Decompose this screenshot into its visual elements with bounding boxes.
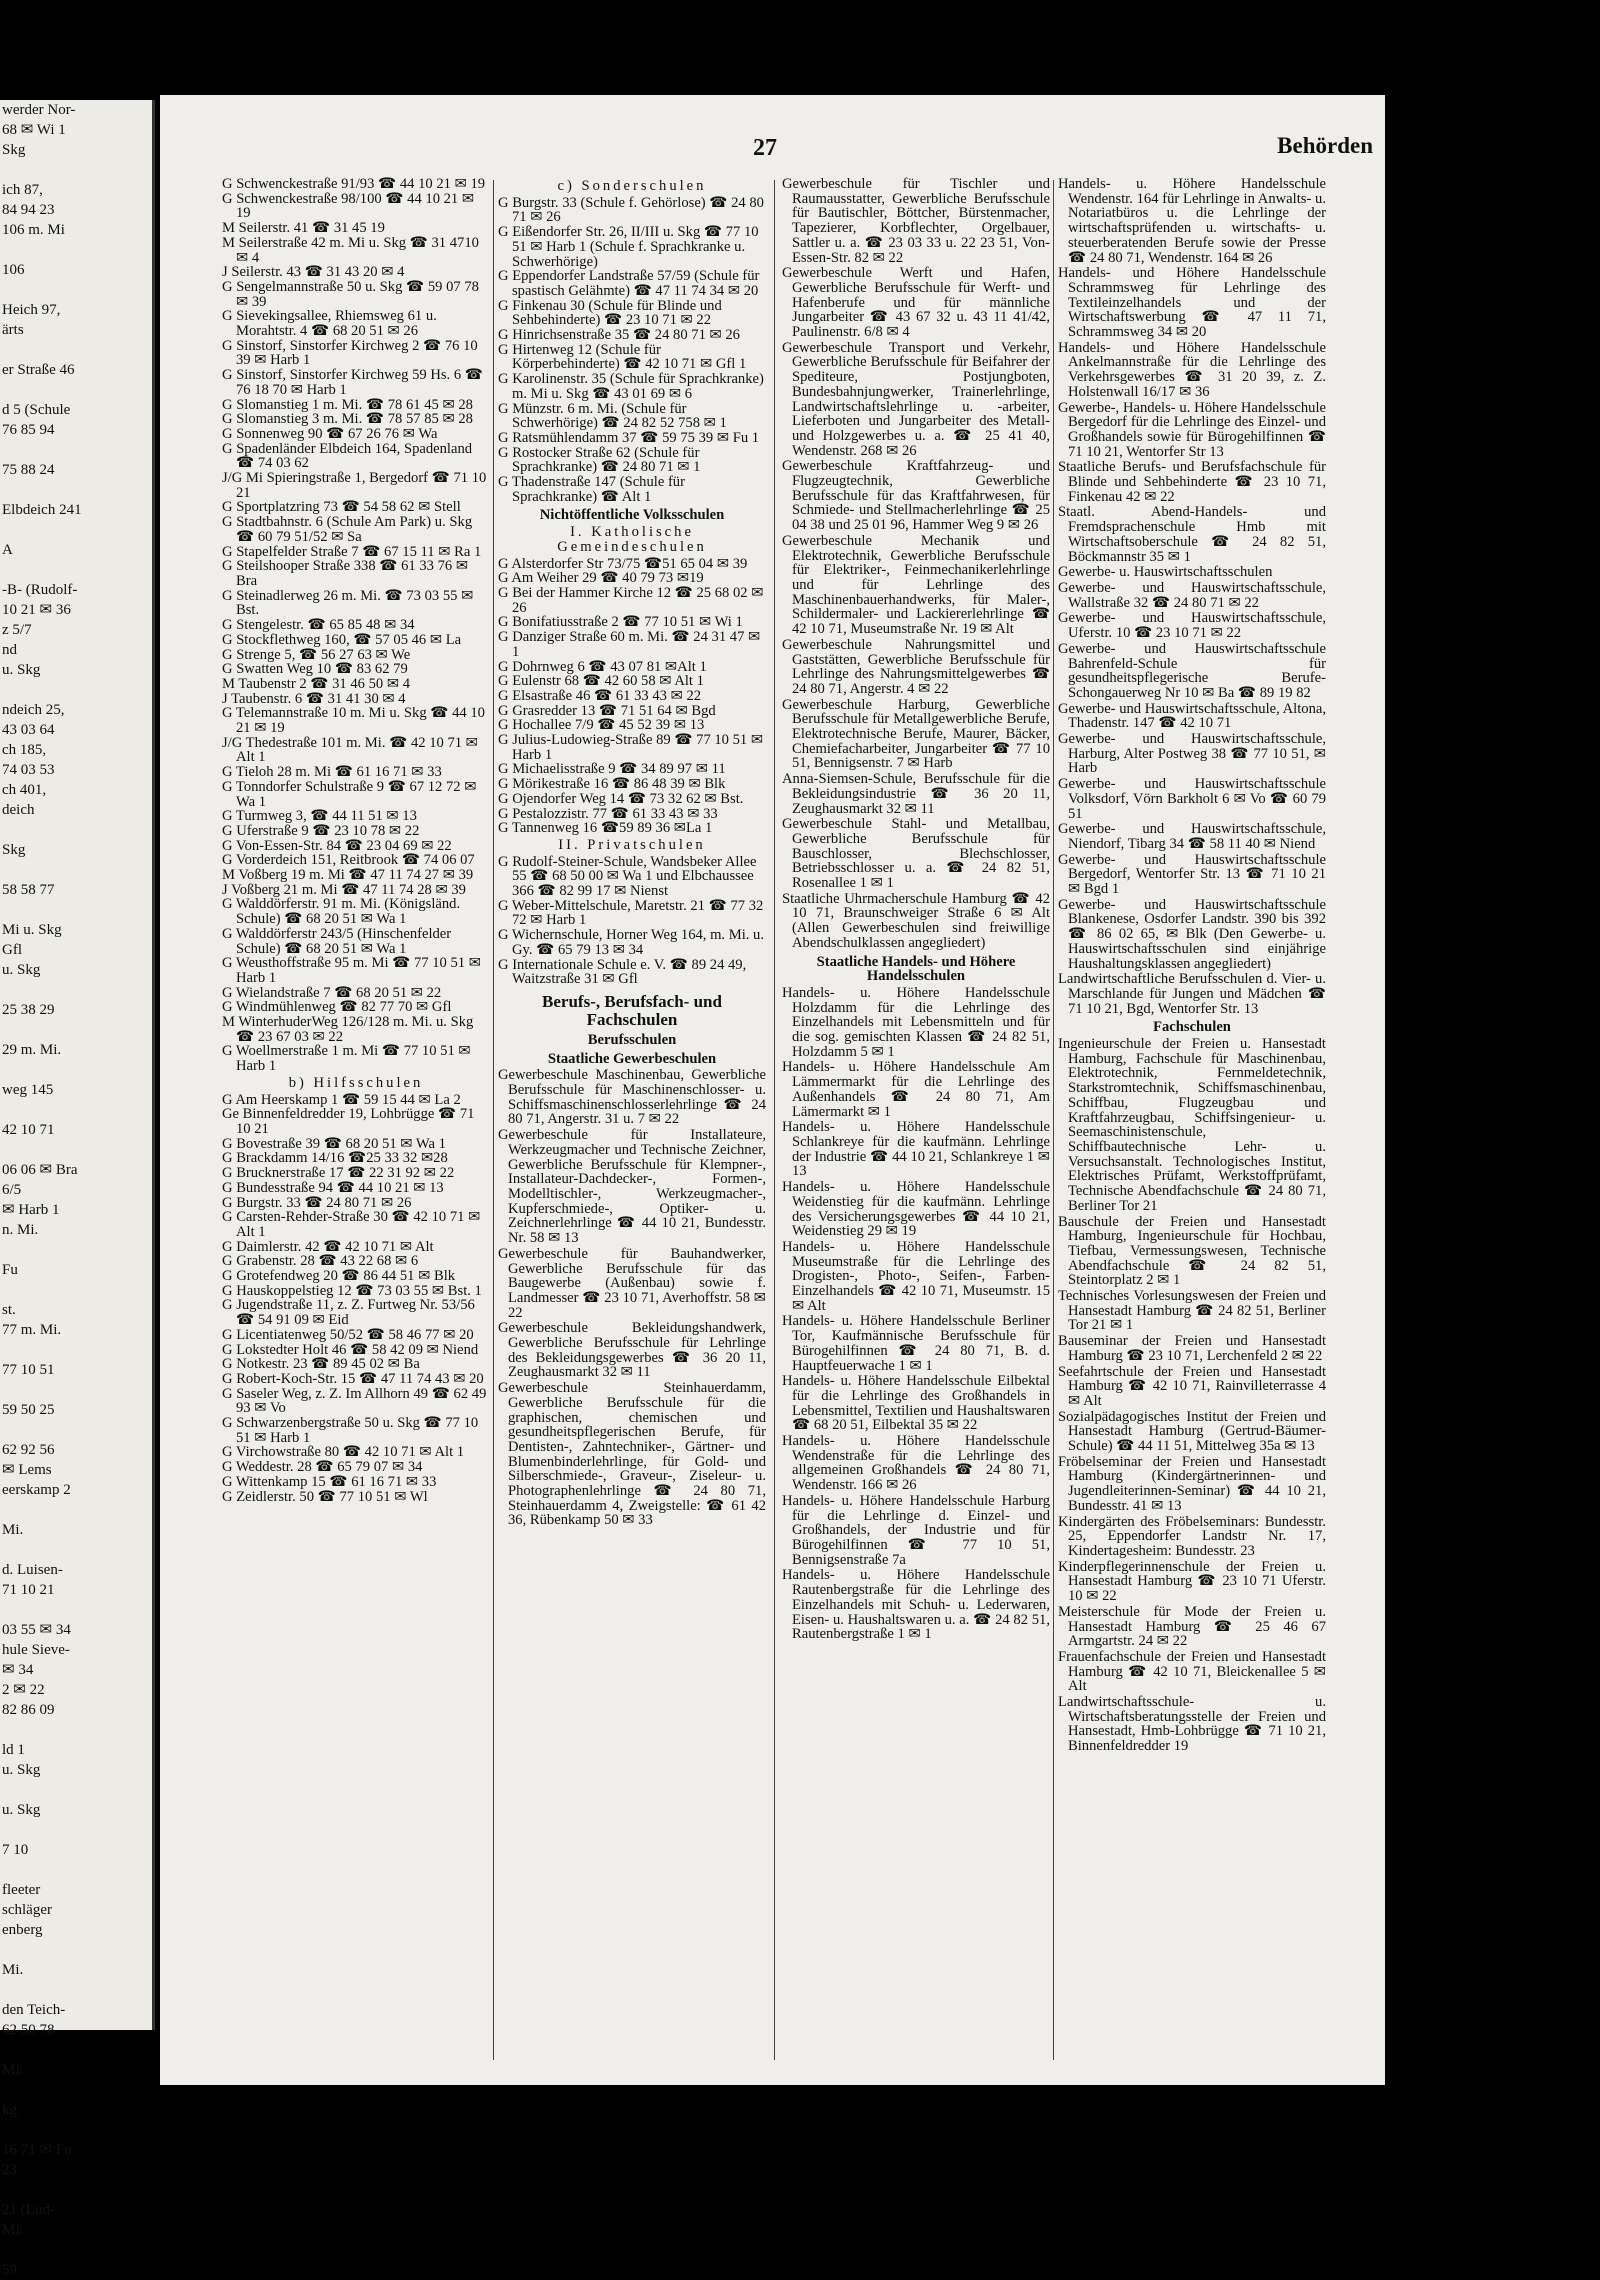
directory-entry: Handels- u. Höhere Handelsschule Eilbektal für die Lehrlinge des Großhandels in Lebensmittel, Textilien und Haushaltswaren ☎ 68 20 51, Eilbektal 35 ✉ 22: [782, 1373, 1050, 1434]
column-3: [782, 177, 1050, 1643]
left-page-line: [0, 1540, 152, 1560]
directory-entry: Handels- u. Höhere Handelsschule Harburg für die Lehrlinge d. Einzel- und Großhandels, der Industrie und für Bürogehilfinnen ☎ 77 10 51, Bennigsenstraße 7a: [782, 1492, 1050, 1568]
left-page-line: n. Mi.: [2, 1222, 39, 1238]
directory-entry: G Walddörferstr. 91 m. Mi. (Königsländ. Schule) ☎ 68 20 51 ✉ Wa 1: [222, 896, 461, 928]
directory-entry: G Jugendstraße 11, z. Z. Furtweg Nr. 53/56 ☎ 54 91 09 ✉ Eid: [222, 1297, 475, 1329]
directory-entry: Handels- u. Höhere Handelsschule Wendenstraße für die Lehrlinge des allgemeinen Großhandels ☎ 24 80 71, Wendenstr. 166 ✉ 26: [782, 1433, 1050, 1494]
left-page-line: Gfl: [2, 942, 22, 958]
directory-entry: G Von-Essen-Str. 84 ☎ 23 04 69 ✉ 22: [222, 837, 452, 854]
left-page-line: fleeter: [2, 1882, 41, 1898]
left-page-line: ndeich 25,: [2, 702, 65, 718]
directory-entry: G Brucknerstraße 17 ☎ 22 31 92 ✉ 22: [222, 1165, 455, 1182]
directory-entry: Bauseminar der Freien und Hansestadt Hamburg ☎ 23 10 71, Lerchenfeld 2 ✉ 22: [1058, 1333, 1326, 1364]
left-page-line: 7 10: [2, 1842, 29, 1858]
directory-entry: Gewerbeschule Maschinenbau, Gewerbliche Berufsschule für Maschinenschlosser- u. Schiffsmaschinenschlosserlehrlinge ☎ 24 80 71, Angerstr. 31 u. 7 ✉ 22: [498, 1067, 766, 1128]
left-page-line: [0, 480, 152, 500]
directory-entry: Gewerbeschule für Installateure, Werkzeugmacher und Technische Zeichner, Gewerbliche Berufsschule für Klempner-, Installateur-Dachdecker-, Formen-, Modelltischler-, Werkzeugmacher-, Kupferschmiede-, Optiker- u. Zeichnerlehrlinge ☎ 44 10 21, Bundesstr. Nr. 58 ✉ 13: [498, 1127, 766, 1247]
directory-entry: G Virchowstraße 80 ☎ 42 10 71 ✉ Alt 1: [222, 1444, 465, 1461]
left-page-line: ✉ Harb 1: [2, 1202, 60, 1218]
left-page-line: u. Skg: [2, 962, 41, 978]
directory-entry: Kinderpflegerinnenschule der Freien u. Hansestadt Hamburg ☎ 23 10 71 Uferstr. 10 ✉ 22: [1058, 1558, 1326, 1605]
directory-entry: G Bei der Hammer Kirche 12 ☎ 25 68 02 ✉ 26: [498, 584, 764, 616]
directory-entry: G Danziger Straße 60 m. Mi. ☎ 24 31 47 ✉ 1: [498, 629, 761, 660]
directory-entry: G Stadtbahnstr. 6 (Schule Am Park) u. Skg ☎ 60 79 51/52 ✉ Sa: [222, 514, 473, 545]
left-page-line: 62 92 56: [2, 1442, 55, 1458]
directory-entry: Gewerbeschule Kraftfahrzeug- und Flugzeugtechnik, Gewerbliche Berufsschule für das Kraftfahrwesen, für Schmiede- und Stellmacherlehrlinge ☎ 25 04 38 und 25 01 96, Hammer Weg 9 ✉ 26: [782, 458, 1050, 534]
left-page-line: 42 10 71: [2, 1122, 55, 1138]
left-page-line: [0, 1600, 152, 1620]
left-page-line: z 5/7: [2, 622, 32, 638]
left-page-line: [0, 520, 152, 540]
directory-entry: G Spadenländer Elbdeich 164, Spadenland ☎ 74 03 62: [222, 440, 473, 472]
directory-entry: G Steilshooper Straße 338 ☎ 61 33 76 ✉ Bra: [222, 558, 469, 589]
left-page-line: eerskamp 2: [2, 1482, 71, 1498]
left-page-line: hule Sieve-: [2, 1642, 70, 1658]
left-page-line: A: [2, 542, 13, 558]
directory-entry: Gewerbe- und Hauswirtschaftsschule, Uferstr. 10 ☎ 23 10 71 ✉ 22: [1058, 610, 1326, 642]
left-page-line: Fu: [2, 1262, 18, 1278]
directory-entry: Technisches Vorlesungswesen der Freien und Hansestadt Hamburg ☎ 24 82 51, Berliner Tor 21 ✉ 1: [1058, 1288, 1326, 1334]
left-page-line: Skg: [2, 842, 26, 858]
directory-entry: G Grasredder 13 ☎ 71 51 64 ✉ Bgd: [498, 702, 716, 719]
directory-entry: G Pestalozzistr. 77 ☎ 61 33 43 ✉ 33: [498, 805, 718, 822]
left-page-line: ch 401,: [2, 782, 47, 798]
left-page-line: [0, 2240, 152, 2260]
left-page-line: [0, 560, 152, 580]
left-page-line: ch 185,: [2, 742, 47, 758]
directory-entry: Gewerbe-, Handels- u. Höhere Handelsschule Bergedorf für die Lehrlinge des Einzel- und Großhandels sowie für Bürogehilfinnen ☎ 71 10 21, Wentorfer Str 13: [1058, 399, 1326, 460]
directory-entry: G Thadenstraße 147 (Schule für Sprachkranke) ☎ Alt 1: [498, 474, 685, 505]
left-page-line: [0, 160, 152, 180]
directory-entry: Gewerbe- und Hauswirtschaftsschule Bergedorf, Wentorfer Str. 13 ☎ 71 10 21 ✉ Bgd 1: [1058, 851, 1326, 898]
left-page-line: werder Nor-: [2, 102, 76, 118]
left-page-fragment: [0, 100, 155, 2278]
page-title: Behörden: [1277, 133, 1373, 158]
directory-entry: G Hochallee 7/9 ☎ 45 52 39 ✉ 13: [498, 717, 705, 734]
directory-entry: G Wichernschule, Horner Weg 164, m. Mi. u. Gy. ☎ 65 79 13 ✉ 34: [498, 927, 765, 958]
left-page-line: [0, 980, 152, 1000]
directory-entry: Ge Binnenfeldredder 19, Lohbrügge ☎ 71 10 21: [222, 1106, 475, 1137]
directory-entry: Handels- u. Höhere Handelsschule Berliner Tor, Kaufmännische Berufsschule für Bürogehilfinnen ☎ 24 80 71, B. d. Hauptfeuerwache 1 ✉ 1: [782, 1313, 1050, 1374]
directory-entry: G Sonnenweg 90 ☎ 67 26 76 ✉ Wa: [222, 425, 438, 442]
directory-entry: Staatliche Uhrmacherschule Hamburg ☎ 42 10 71, Braunschweiger Straße 6 ✉ Alt (Allen Gewerbeschulen sind freiwillige Abendschulklassen angegliedert): [782, 890, 1050, 951]
directory-entry: Handels- u. Höhere Handelsschule Wendenstr. 164 für Lehrlinge in Anwalts- u. Notariatbüros u. die Lehrlinge der wirtschaftsprüfenden u. wirtschafts- u. steuerberatenden Berufe sowie der Presse ☎ 24 80 71, Wendenstr. 164 ✉ 26: [1058, 176, 1326, 266]
directory-entry: G Elsastraße 46 ☎ 61 33 43 ✉ 22: [498, 687, 702, 704]
major-heading: Berufs-, Berufsfach- und Fachschulen: [542, 991, 722, 1029]
directory-entry: G Daimlerstr. 42 ☎ 42 10 71 ✉ Alt: [222, 1238, 434, 1255]
directory-entry: G Grotefendweg 20 ☎ 86 44 51 ✉ Blk: [222, 1268, 456, 1285]
left-page-line: ld 1: [2, 1742, 25, 1758]
directory-entry: M Taubenstr 2 ☎ 31 46 50 ✉ 4: [222, 675, 411, 692]
left-page-line: [0, 1420, 152, 1440]
section-heading: II. Privatschulen: [558, 836, 706, 853]
subsection-heading: Fachschulen: [1153, 1019, 1231, 1036]
directory-entry: M Voßberg 19 m. Mi ☎ 47 11 74 27 ✉ 39: [222, 867, 474, 884]
left-page-line: 03 55 ✉ 34: [2, 1622, 71, 1638]
directory-entry: Ingenieurschule der Freien u. Hansestadt Hamburg, Fachschule für Maschinenbau, Elektrotechnik, Fernmeldetechnik, Starkstromtechnik, Schiffsmaschinenbau, Schiffbau, Flugzeugbau und Kraftfahrzeugbau, Schiffsingenieur- u. Seemaschinistenschule, Schiffbautechnische Lehr- u. Versuchsanstalt. Technologisches Institut, Elektrisches Prüfamt, Werkstoffprüfamt, Technische Abendfachschule ☎ 24 80 71, Berliner Tor 21: [1058, 1036, 1326, 1214]
directory-entry: G Finkenau 30 (Schule für Blinde und Sehbehinderte) ☎ 23 10 71 ✉ 22: [498, 297, 722, 329]
directory-entry: Handels- u. Höhere Handelsschule Am Lämmermarkt für die Lehrlinge des Außenhandels ☎ 24 80 71, Am Lämermarkt ✉ 1: [782, 1059, 1050, 1120]
left-page-line: [0, 1340, 152, 1360]
directory-entry: Staatliche Berufs- und Berufsfachschule für Blinde und Sehbehinderte ☎ 23 10 71, Finkenau 42 ✉ 22: [1058, 459, 1326, 505]
left-page-line: 77 10 51: [2, 1362, 55, 1378]
left-page-line: [0, 1020, 152, 1040]
left-page-line: 71 10 21: [2, 1582, 55, 1598]
directory-entry: G Eppendorfer Landstraße 57/59 (Schule für spastisch Gelähmte) ☎ 47 11 74 34 ✉ 20: [498, 268, 760, 299]
left-page-line: u. Skg: [2, 1802, 41, 1818]
directory-entry: G Dohrnweg 6 ☎ 43 07 81 ✉Alt 1: [498, 658, 707, 675]
left-page-line: [0, 1720, 152, 1740]
directory-entry: G Eißendorfer Str. 26, II/III u. Skg ☎ 77 10 51 ✉ Harb 1 (Schule f. Sprachkranke u. Schwerhörige): [498, 224, 759, 270]
left-page-line: Mi.: [2, 1962, 24, 1978]
directory-entry: G Wittenkamp 15 ☎ 61 16 71 ✉ 33: [222, 1473, 437, 1490]
directory-entry: G Walddörferstr 243/5 (Hinschenfelder Schule) ☎ 68 20 51 ✉ Wa 1: [222, 925, 452, 957]
directory-entry: Gewerbe- und Hauswirtschaftsschule, Harburg, Alter Postweg 38 ☎ 77 10 51, ✉ Harb: [1058, 731, 1326, 777]
left-page-line: [0, 1940, 152, 1960]
column-divider: [774, 180, 775, 2060]
directory-entry: G Burgstr. 33 ☎ 24 80 71 ✉ 26: [222, 1194, 412, 1211]
directory-entry: G Karolinenstr. 35 (Schule für Sprachkranke) m. Mi u. Skg ☎ 43 01 69 ✉ 6: [498, 371, 764, 402]
directory-entry: Gewerbeschule für Tischler und Raumausstatter, Gewerbliche Berufsschule für Bautischler, Böttcher, Bürstenmacher, Tapezierer, Korbflechter, Orgelbauer, Sattler u. a. ☎ 23 03 33 u. 22 23 51, Von-Essen-Str. 82 ✉ 22: [782, 176, 1050, 266]
directory-entry: G Lokstedter Holt 46 ☎ 58 42 09 ✉ Niend: [222, 1341, 479, 1358]
directory-entry: Gewerbeschule Bekleidungshandwerk, Gewerbliche Berufsschule für Lehrlinge des Bekleidungsgewerbes ☎ 36 20 11, Zeughausmarkt 32 ✉ 11: [498, 1320, 766, 1381]
left-page-line: 2 ✉ 22: [2, 1682, 45, 1698]
left-page-line: ich 87,: [2, 182, 43, 198]
directory-entry: G Vorderdeich 151, Reitbrook ☎ 74 06 07: [222, 852, 475, 869]
left-page-line: [0, 860, 152, 880]
left-page-line: [0, 380, 152, 400]
left-page-line: [0, 2080, 152, 2100]
directory-entry: J/G Thedestraße 101 m. Mi. ☎ 42 10 71 ✉ Alt 1: [222, 734, 478, 766]
directory-entry: Handels- u. Höhere Handelsschule Holzdamm für die Lehrlinge des Einzelhandels mit Lebensmitteln und für die sog. gemischten Klassen ☎ 24 82 51, Holzdamm 5 ✉ 1: [782, 984, 1050, 1060]
directory-entry: G Eulenstr 68 ☎ 42 60 58 ✉ Alt 1: [498, 673, 704, 690]
directory-entry: G Sengelmannstraße 50 u. Skg ☎ 59 07 78 ✉ 39: [222, 278, 479, 310]
left-page-line: Mi u. Skg: [2, 922, 62, 938]
directory-entry: G Wielandstraße 7 ☎ 68 20 51 ✉ 22: [222, 984, 442, 1001]
left-page-line: [0, 280, 152, 300]
directory-entry: Seefahrtschule der Freien und Hansestadt Hamburg ☎ 42 10 71, Rainvilleterrasse 4 ✉ Alt: [1058, 1363, 1326, 1409]
directory-entry: G Turmweg 3, ☎ 44 11 51 ✉ 13: [222, 808, 417, 825]
directory-entry: J Seilerstr. 43 ☎ 31 43 20 ✉ 4: [222, 264, 405, 281]
left-page-line: 23: [2, 2162, 17, 2178]
directory-entry: G Stockflethweg 160, ☎ 57 05 46 ✉ La: [222, 631, 462, 648]
column-2: [498, 177, 766, 1529]
directory-entry: G Alsterdorfer Str 73/75 ☎51 65 04 ✉ 39: [498, 555, 748, 572]
directory-entry: Fröbelseminar der Freien und Hansestadt Hamburg (Kindergärtnerinnen- und Jugendleiterinnen-Seminar) ☎ 44 10 21, Bundesstr. 41 ✉ 13: [1058, 1453, 1326, 1514]
directory-entry: G Mörikestraße 16 ☎ 86 48 39 ✉ Blk: [498, 776, 726, 793]
left-page-line: [0, 680, 152, 700]
left-page-line: [0, 1280, 152, 1300]
left-page-line: 25 38 29: [2, 1002, 55, 1018]
directory-entry: G Robert-Koch-Str. 15 ☎ 47 11 74 43 ✉ 20: [222, 1370, 484, 1387]
directory-entry: G Grabenstr. 28 ☎ 43 22 68 ✉ 6: [222, 1253, 419, 1270]
directory-entry: Gewerbe- u. Hauswirtschaftsschulen: [1058, 564, 1273, 581]
directory-page: [160, 95, 1385, 2085]
directory-entry: G Bundesstraße 94 ☎ 44 10 21 ✉ 13: [222, 1179, 444, 1196]
directory-entry: Handels- u. Höhere Handelsschule Schlankreye für die kaufmänn. Lehrlinge der Industrie ☎ 44 10 21, Schlankreye 1 ✉ 13: [782, 1119, 1050, 1180]
left-page-line: 16 71 ✉ Fu: [2, 2142, 72, 2158]
directory-entry: M Seilerstr. 41 ☎ 31 45 19: [222, 220, 385, 237]
directory-entry: M Seilerstraße 42 m. Mi u. Skg ☎ 31 4710 ✉ 4: [222, 234, 479, 266]
left-page-line: 82 86 09: [2, 1702, 55, 1718]
left-page-line: 29 m. Mi.: [2, 1042, 62, 1058]
left-page-line: [0, 440, 152, 460]
left-page-line: 58 58 77: [2, 882, 55, 898]
directory-entry: Handels- und Höhere Handelsschule Ankelmannstraße für die Lehrlinge des Verkehrsgewerbes ☎ 31 20 39, z. Z. Holstenwall 16/17 ✉ 36: [1058, 339, 1326, 400]
directory-entry: Handels- u. Höhere Handelsschule Weidenstieg für die kaufmänn. Lehrlinge des Versicherungsgewerbes ☎ 44 10 21, Weidenstieg 29 ✉ 19: [782, 1179, 1050, 1240]
left-page-line: Mi.: [2, 2222, 24, 2238]
directory-entry: G Stengelestr. ☎ 65 85 48 ✉ 34: [222, 617, 415, 634]
directory-entry: G Telemannstraße 10 m. Mi u. Skg ☎ 44 10 21 ✉ 19: [222, 705, 485, 737]
left-page-line: schläger: [2, 1902, 52, 1918]
left-page-line: Skg: [2, 142, 26, 158]
left-page-line: 62 50 78: [2, 2022, 55, 2038]
directory-entry: G Ratsmühlendamm 37 ☎ 59 75 39 ✉ Fu 1: [498, 429, 760, 446]
directory-entry: G Slomanstieg 1 m. Mi. ☎ 78 61 45 ✉ 28: [222, 396, 473, 413]
left-page-line: 43 03 64: [2, 722, 55, 738]
directory-entry: Gewerbeschule Steinhauerdamm, Gewerbliche Berufsschule für die graphischen, chemischen und gesundheitspflegerischen Berufe, für Dentisten-, Zahntechniker-, Gärtner- und Blumenbinderlehrlinge, für Gold- und Silberschmiede-, Graveur-, Ziseleur- u. Photographenlehrlinge ☎ 24 80 71, Steinhauerdamm 4, Zweigstelle: ☎ 61 42 36, Rübenkamp 50 ✉ 33: [498, 1380, 766, 1529]
left-page-line: enberg: [2, 1922, 43, 1938]
directory-entry: G Zeidlerstr. 50 ☎ 77 10 51 ✉ Wl: [222, 1488, 428, 1505]
left-page-line: [0, 340, 152, 360]
left-page-line: [0, 1100, 152, 1120]
left-page-line: ✉ Lems: [2, 1462, 52, 1478]
directory-entry: Sozialpädagogisches Institut der Freien und Hansestadt Hamburg (Gertrud-Bäumer-Schule) ☎ 44 11 51, Mittelweg 35a ✉ 13: [1058, 1408, 1326, 1455]
directory-entry: G Carsten-Rehder-Straße 30 ☎ 42 10 71 ✉ Alt 1: [222, 1209, 481, 1240]
directory-entry: Anna-Siemsen-Schule, Berufsschule für die Bekleidungsindustrie ☎ 36 20 11, Zeughausmarkt 32 ✉ 11: [782, 771, 1050, 817]
directory-entry: Landwirtschaftsschule- u. Wirtschaftsberatungsstelle der Freien und Hansestadt, Hmb-Lohbrügge ☎ 71 10 21, Binnenfeldredder 19: [1058, 1694, 1326, 1755]
directory-entry: Gewerbeschule für Bauhandwerker, Gewerbliche Berufsschule für das Baugewerbe (Außenbau) sowie f. Landmesser ☎ 23 10 71, Averhoffstr. 58 ✉ 22: [498, 1245, 766, 1321]
column-4: [1058, 177, 1326, 1755]
subsection-heading: Staatliche Gewerbeschulen: [547, 1050, 717, 1067]
left-page-line: 6/5: [2, 1182, 22, 1198]
left-page-line: d. Luisen-: [2, 1562, 63, 1578]
directory-entry: G Brackdamm 14/16 ☎25 33 32 ✉28: [222, 1150, 448, 1167]
left-page-line: 76 85 94: [2, 422, 55, 438]
directory-entry: G Burgstr. 33 (Schule f. Gehörlose) ☎ 24 80 71 ✉ 26: [498, 194, 764, 226]
directory-entry: G Uferstraße 9 ☎ 23 10 78 ✉ 22: [222, 822, 420, 839]
left-page-line: [0, 1240, 152, 1260]
left-page-line: d 5 (Schule: [2, 402, 71, 418]
directory-entry: G Schwenckestraße 98/100 ☎ 44 10 21 ✉ 19: [222, 190, 475, 222]
directory-entry: G Tieloh 28 m. Mi ☎ 61 16 71 ✉ 33: [222, 764, 442, 781]
subsection-heading: Nichtöffentliche Volksschulen: [539, 507, 725, 524]
left-page-line: deich: [2, 802, 35, 818]
section-heading: b) Hilfsschulen: [288, 1074, 424, 1091]
directory-entry: G Hinrichsenstraße 35 ☎ 24 80 71 ✉ 26: [498, 327, 740, 344]
left-page-line: 21 (Lud-: [2, 2202, 55, 2218]
directory-entry: G Hauskoppelstieg 12 ☎ 73 03 55 ✉ Bst. 1: [222, 1282, 482, 1299]
left-page-line: u. Skg: [2, 1762, 41, 1778]
directory-entry: G Sportplatzring 73 ☎ 54 58 62 ✉ Stell: [222, 499, 461, 516]
left-page-line: 59: [2, 2262, 17, 2278]
left-page-line: [0, 1980, 152, 2000]
directory-entry: G Licentiatenweg 50/52 ☎ 58 46 77 ✉ 20: [222, 1326, 474, 1343]
left-page-line: [0, 2180, 152, 2200]
directory-entry: G Hirtenweg 12 (Schule für Körperbehinderte) ☎ 42 10 71 ✉ Gfl 1: [498, 341, 747, 373]
left-page-line: st.: [2, 1302, 16, 1318]
left-page-line: [0, 1860, 152, 1880]
left-page-line: [0, 1060, 152, 1080]
column-divider: [1053, 180, 1054, 2060]
left-page-line: [0, 900, 152, 920]
directory-entry: G Am Heerskamp 1 ☎ 59 15 44 ✉ La 2: [222, 1091, 461, 1108]
subsection-heading: Staatliche Handels- und Höhere Handelsschulen: [816, 953, 1016, 985]
section-heading: c) Sonderschulen: [557, 178, 707, 194]
directory-entry: Gewerbeschule Transport und Verkehr, Gewerbliche Berufsschule für Beifahrer der Spediteure, Postjungboten, Bundesbahnjungwerker, Trainerlehrlinge, Landwirtschaftslehrlinge u. -arbeiter, Lieferboten und Jungarbeiter des Metall- und Holzgewerbes u. a. ☎ 25 41 40, Wendenstr. 268 ✉ 26: [782, 339, 1050, 459]
directory-entry: Gewerbe- und Hauswirtschaftsschule Volksdorf, Vörn Barkholt 6 ✉ Vo ☎ 60 79 51: [1058, 776, 1326, 822]
left-page-line: Mi.: [2, 1522, 24, 1538]
directory-entry: G Windmühlenweg ☎ 82 77 70 ✉ Gfl: [222, 999, 452, 1016]
left-page-line: ärts: [2, 322, 24, 338]
left-page-line: [0, 1780, 152, 1800]
directory-entry: Gewerbeschule Nahrungsmittel und Gaststätten, Gewerbliche Berufsschule für Lehrlinge des Nahrungsmittelgewerbes ☎ 24 80 71, Angerstr. 4 ✉ 22: [782, 636, 1050, 697]
left-page-line: ✉ 34: [2, 1662, 34, 1678]
left-page-line: 106 m. Mi: [2, 222, 65, 238]
directory-entry: Gewerbe- und Hauswirtschaftsschule, Altona, Thadenstr. 147 ☎ 42 10 71: [1058, 700, 1326, 732]
directory-entry: M WinterhuderWeg 126/128 m. Mi. u. Skg ☎ 23 67 03 ✉ 22: [222, 1014, 474, 1045]
column-divider: [493, 180, 494, 2060]
left-page-line: u. Skg: [2, 662, 41, 678]
directory-entry: Kindergärten des Fröbelseminars: Bundesstr. 25, Eppendorfer Landstr Nr. 17, Kindertagesheim: Bundesstr. 23: [1058, 1513, 1326, 1559]
directory-entry: G Saseler Weg, z. Z. Im Allhorn 49 ☎ 62 49 93 ✉ Vo: [222, 1385, 487, 1417]
directory-entry: G Schwenckestraße 91/93 ☎ 44 10 21 ✉ 19: [222, 176, 486, 192]
left-page-line: 10 21 ✉ 36: [2, 602, 71, 618]
left-page-line: [0, 1820, 152, 1840]
directory-entry: G Münzstr. 6 m. Mi. (Schule für Schwerhörige) ☎ 24 82 52 758 ✉ 1: [498, 400, 727, 432]
left-page-line: 106: [2, 262, 25, 278]
directory-entry: G Am Weiher 29 ☎ 40 79 73 ✉19: [498, 570, 704, 587]
directory-entry: Gewerbeschule Harburg, Gewerbliche Berufsschule für Metallgewerbliche Berufe, Elektrotechnische Berufe, Maurer, Bäcker, Chemiefacharbeiter, Jungarbeiter ☎ 77 10 51, Bennigsenstr. 7 ✉ Harb: [782, 696, 1050, 772]
directory-entry: Staatl. Abend-Handels- und Fremdsprachenschule Hmb mit Wirtschaftsoberschule ☎ 24 82 51, Böckmannstr 35 ✉ 1: [1058, 504, 1326, 565]
directory-entry: G Sinstorf, Sinstorfer Kirchweg 2 ☎ 76 10 39 ✉ Harb 1: [222, 337, 478, 369]
directory-entry: Gewerbe- und Hauswirtschaftsschule Bahrenfeld-Schule für gesundheitspflegerische Berufe- Schongauerweg Nr 10 ✉ Ba ☎ 89 19 82: [1058, 640, 1326, 701]
directory-entry: G Tannenweg 16 ☎59 89 36 ✉La 1: [498, 820, 713, 837]
left-page-line: den Teich-: [2, 2002, 66, 2018]
subsection-heading: Berufsschulen: [587, 1031, 677, 1048]
directory-entry: Gewerbeschule Mechanik und Elektrotechnik, Gewerbliche Berufsschule für Elektriker-, Feinmechanikerlehrlinge und für Lehrlinge des Maschinenbauerhandwerks, für Maler-, Schildermaler- und Lackiererlehrlinge ☎ 42 10 71, Museumstraße Nr. 19 ✉ Alt: [782, 532, 1050, 638]
directory-entry: G Internationale Schule e. V. ☎ 89 24 49, Waitzstraße 31 ✉ Gfl: [498, 956, 747, 988]
directory-entry: G Ojendorfer Weg 14 ☎ 73 32 62 ✉ Bst.: [498, 790, 744, 807]
left-page-line: [0, 2040, 152, 2060]
directory-entry: G Weusthoffstraße 95 m. Mi ☎ 77 10 51 ✉ Harb 1: [222, 955, 481, 986]
directory-entry: Handels- und Höhere Handelsschule Schrammsweg für Lehrlinge des Textileinzelhandels und der Wirtschaftswerbung ☎ 47 11 71, Schrammsweg 34 ✉ 20: [1058, 265, 1326, 341]
directory-entry: G Tonndorfer Schulstraße 9 ☎ 67 12 72 ✉ Wa 1: [222, 778, 477, 810]
page-number: 27: [753, 135, 777, 161]
directory-entry: G Sinstorf, Sinstorfer Kirchweg 59 Hs. 6 ☎ 76 18 70 ✉ Harb 1: [222, 367, 483, 398]
left-page-line: [0, 240, 152, 260]
directory-entry: G Bovestraße 39 ☎ 68 20 51 ✉ Wa 1: [222, 1135, 446, 1152]
left-page-line: 06 06 ✉ Bra: [2, 1162, 78, 1178]
directory-entry: Handels- u. Höhere Handelsschule Rautenbergstraße für die Lehrlinge des Einzelhandels mit Schuh- u. Lederwaren, Eisen- u. Haushaltswaren u. a. ☎ 24 82 51, Rautenbergstraße 1 ✉ 1: [782, 1567, 1050, 1643]
directory-entry: Bauschule der Freien und Hansestadt Hamburg, Ingenieurschule für Hochbau, Tiefbau, Vermessungswesen, Technische Abendfachschule ☎ 24 82 51, Steintorplatz 2 ✉ 1: [1058, 1213, 1326, 1289]
left-page-line: 68 ✉ Wi 1: [2, 122, 66, 138]
directory-entry: G Notkestr. 23 ☎ 89 45 02 ✉ Ba: [222, 1356, 420, 1373]
directory-entry: J/G Mi Spieringstraße 1, Bergedorf ☎ 71 10 21: [222, 470, 487, 501]
left-page-line: [0, 820, 152, 840]
section-heading: I. Katholische Gemeindeschulen: [557, 524, 707, 555]
directory-entry: G Strenge 5, ☎ 56 27 63 ✉ We: [222, 646, 411, 663]
directory-entry: Gewerbeschule Werft und Hafen, Gewerbliche Berufsschule für Werft- und Hafenberufe und für männliche Jungarbeiter ☎ 43 67 32 u. 43 11 41/42, Paulinenstr. 6/8 ✉ 4: [782, 265, 1050, 341]
directory-entry: G Sievekingsallee, Rhiemsweg 61 u. Morahtstr. 4 ☎ 68 20 51 ✉ 26: [222, 308, 437, 340]
directory-entry: G Steinadlerweg 26 m. Mi. ☎ 73 03 55 ✉ Bst.: [222, 587, 474, 619]
directory-entry: G Slomanstieg 3 m. Mi. ☎ 78 57 85 ✉ 28: [222, 411, 473, 428]
directory-entry: Gewerbeschule Stahl- und Metallbau, Gewerbliche Berufsschule für Bauschlosser, Blechschlosser, Betriebsschlosser u. a. ☎ 24 82 51, Rosenallee 1 ✉ 1: [782, 816, 1050, 892]
left-page-line: kg: [2, 2102, 17, 2118]
left-page-line: Heich 97,: [2, 302, 61, 318]
left-page-line: 77 m. Mi.: [2, 1322, 62, 1338]
left-page-line: weg 145: [2, 1082, 54, 1098]
left-page-line: Elbdeich 241: [2, 502, 82, 518]
left-page-line: nd: [2, 642, 17, 658]
directory-entry: G Julius-Ludowieg-Straße 89 ☎ 77 10 51 ✉ Harb 1: [498, 732, 764, 763]
directory-entry: J Taubenstr. 6 ☎ 31 41 30 ✉ 4: [222, 690, 406, 707]
directory-entry: G Weber-Mittelschule, Maretstr. 21 ☎ 77 32 72 ✉ Harb 1: [498, 897, 764, 929]
directory-entry: G Rudolf-Steiner-Schule, Wandsbeker Allee 55 ☎ 68 50 00 ✉ Wa 1 und Elbchaussee 366 ☎ 82 99 17 ✉ Nienst: [498, 853, 757, 900]
left-page-line: [0, 1140, 152, 1160]
directory-entry: Frauenfachschule der Freien und Hansestadt Hamburg ☎ 42 10 71, Bleickenallee 5 ✉ Alt: [1058, 1648, 1326, 1695]
left-page-line: [0, 1500, 152, 1520]
directory-entry: G Weddestr. 28 ☎ 65 79 07 ✉ 34: [222, 1459, 423, 1476]
directory-entry: G Michaelisstraße 9 ☎ 34 89 97 ✉ 11: [498, 761, 726, 778]
left-page-line: 75 88 24: [2, 462, 55, 478]
directory-entry: G Stapelfelder Straße 7 ☎ 67 15 11 ✉ Ra 1: [222, 543, 482, 560]
left-page-line: er Straße 46: [2, 362, 75, 378]
directory-entry: Gewerbe- und Hauswirtschaftsschule Blankenese, Osdorfer Landstr. 390 bis 392 ☎ 86 02 65, ✉ Blk (Den Gewerbe- u. Hauswirtschaftsschulen sind einjährige Haushaltungsklassen angegliedert): [1058, 896, 1326, 972]
directory-entry: Meisterschule für Mode der Freien u. Hansestadt Hamburg ☎ 25 46 67 Armgartstr. 24 ✉ 22: [1058, 1603, 1326, 1650]
directory-entry: G Woellmerstraße 1 m. Mi ☎ 77 10 51 ✉ Harb 1: [222, 1043, 471, 1075]
left-page-line: Mi.: [2, 2062, 24, 2078]
left-page-line: 74 03 53: [2, 762, 55, 778]
directory-entry: Gewerbe- und Hauswirtschaftsschule, Wallstraße 32 ☎ 24 80 71 ✉ 22: [1058, 579, 1326, 611]
left-page-line: [0, 1380, 152, 1400]
left-page-line: -B- (Rudolf-: [2, 582, 78, 598]
directory-entry: G Schwarzenbergstraße 50 u. Skg ☎ 77 10 51 ✉ Harb 1: [222, 1415, 479, 1446]
left-page-line: 84 94 23: [2, 202, 55, 218]
directory-entry: Gewerbe- und Hauswirtschaftsschule, Niendorf, Tibarg 34 ☎ 58 11 40 ✉ Niend: [1058, 821, 1326, 852]
left-page-line: [0, 2120, 152, 2140]
directory-entry: G Swatten Weg 10 ☎ 83 62 79: [222, 661, 408, 678]
left-page-line: 59 50 25: [2, 1402, 55, 1418]
column-1: [222, 177, 490, 1504]
directory-entry: Landwirtschaftliche Berufsschulen d. Vier- u. Marschlande für Jungen und Mädchen ☎ 71 10 21, Bgd, Wentorfer Str. 13: [1058, 971, 1326, 1017]
directory-entry: Handels- u. Höhere Handelsschule Museumstraße für die Lehrlinge des Drogisten-, Photo-, Seifen-, Farben-Einzelhandels ☎ 42 10 71, Museumstr. 15 ✉ Alt: [782, 1238, 1050, 1314]
directory-entry: G Bonifatiusstraße 2 ☎ 77 10 51 ✉ Wi 1: [498, 614, 743, 631]
directory-entry: G Rostocker Straße 62 (Schule für Sprachkranke) ☎ 24 80 71 ✉ 1: [498, 444, 701, 476]
directory-entry: J Voßberg 21 m. Mi ☎ 47 11 74 28 ✉ 39: [222, 881, 466, 898]
